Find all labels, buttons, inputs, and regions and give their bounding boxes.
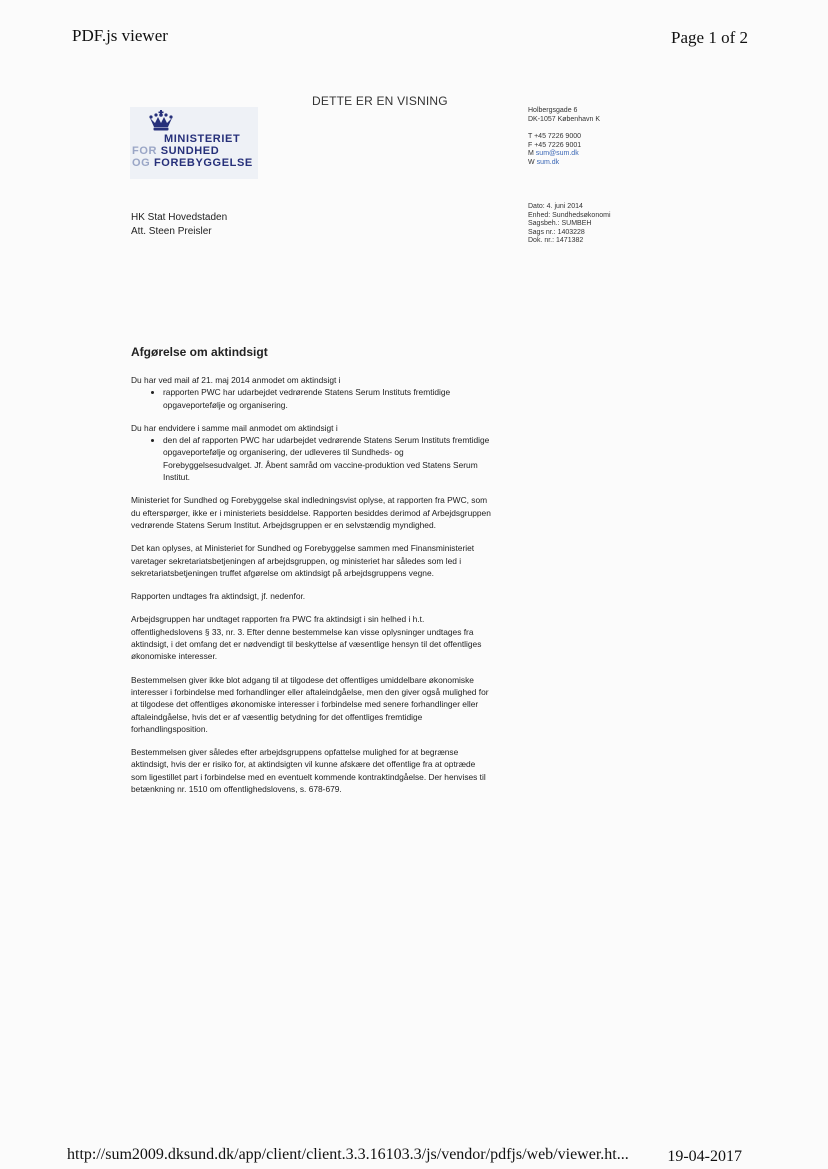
meta-handler: Sagsbeh.: SUMBEH xyxy=(528,220,592,228)
address-street: Holbergsgade 6 xyxy=(528,107,578,114)
body-paragraph: Arbejdsgruppen har undtaget rapporten fra PWC fra aktindsigt i sin helhed i h.t. offentlighedslovens § 33, nr. 3. Efter denne bestemmelse kan visse oplysninger undtages fra aktindsigt, i det omfang det er nødvendigt til beskyttelse af væsentlige hensyn til det offentliges økonomiske interesser. xyxy=(131,614,482,662)
address-city: DK-1057 København K xyxy=(528,115,600,123)
address-phone: T +45 7226 9000 xyxy=(528,133,582,141)
body-paragraph: Det kan oplyses, at Ministeriet for Sundhed og Forebyggelse sammen med Finansministeriet varetager sekretariatsbetjeningen af arbejdsgruppen, og ministeriet har således som led i sekretariatsbetjeningen truffet afgørelse om aktindsigt på arbejdsgruppens vegne. xyxy=(131,543,475,578)
bullet-list xyxy=(131,434,491,483)
web-link[interactable]: sum.dk xyxy=(536,158,560,166)
recipient-attention: Att. Steen Preisler xyxy=(131,225,212,237)
case-metadata xyxy=(528,203,611,246)
recipient-name: HK Stat Hovedstaden xyxy=(131,212,228,223)
letter-body xyxy=(131,374,491,806)
body-paragraph: Rapporten undtages fra aktindsigt, jf. nedenfor. xyxy=(131,591,306,602)
body-paragraph: Ministeriet for Sundhed og Forebyggelse skal indledningsvist oplyse, at rapporten fra PWC, som du efterspørger, ikke er i ministeriets besiddelse. Rapporten besiddes derimod af Arbejdsgruppen vedrørende Statens Serum Institut. Arbejdsgruppen er en selvstændig myndighed. xyxy=(131,495,491,530)
crown-icon xyxy=(148,110,174,132)
bullet-list xyxy=(131,386,491,411)
address-fax: F +45 7226 9001 xyxy=(528,141,582,149)
page-url: http://sum2009.dksund.dk/app/client/client.3.3.16103.3/js/vendor/pdfjs/web/viewer.ht... xyxy=(67,1146,629,1163)
viewer-title: PDF.js viewer xyxy=(72,26,168,45)
meta-unit: Enhed: Sundhedsøkonomi xyxy=(528,211,611,219)
letter-title: Afgørelse om aktindsigt xyxy=(131,345,268,359)
meta-case-number: Sags nr.: 1403228 xyxy=(528,228,585,236)
logo-text-ministeriet: MINISTERIET xyxy=(164,133,241,145)
meta-date: Dato: 4. juni 2014 xyxy=(528,203,583,210)
page-indicator: Page 1 of 2 xyxy=(671,28,748,47)
recipient-block xyxy=(131,211,227,238)
bullet-item: • rapporten PWC har udarbejdet vedrørende Statens Serum Instituts fremtidige opgaveportefølje og organisering. xyxy=(163,386,491,411)
mail-link[interactable]: sum@sum.dk xyxy=(535,150,579,158)
print-date: 19-04-2017 xyxy=(667,1148,742,1165)
logo-text-forebyggelse: OG FOREBYGGELSE xyxy=(132,157,253,169)
address-web: W sum.dk xyxy=(528,158,560,166)
ministry-logo xyxy=(130,107,258,179)
bullet-item: • den del af rapporten PWC har udarbejdet vedrørende Statens Serum Instituts fremtidige opgaveportefølje og organisering, der udleveres til Sundheds- og Forebyggelsesudvalget. Jf. Åbent samråd om vaccine-produktion ved Statens Serum Institut. xyxy=(163,434,491,483)
body-paragraph: Bestemmelsen giver ikke blot adgang til at tilgodese det offentliges umiddelbare økonomiske interesser i forbindelse med forhandlinger eller aftaleindgåelse, men den giver også mulighed for at tilgodese det offentliges økonomiske interesser i forbindelse med senere forhandlinger eller aftaleindgåelse, hvis det er af væsentlig betydning for det offentliges fremtidige forhandlingsposition. xyxy=(131,674,489,734)
body-paragraph: Du har ved mail af 21. maj 2014 anmodet om aktindsigt i xyxy=(131,375,341,385)
logo-text-sundhed: FOR SUNDHED xyxy=(132,145,220,157)
meta-document-number: Dok. nr.: 1471382 xyxy=(528,237,584,245)
body-paragraph: Bestemmelsen giver således efter arbejdsgruppens opfattelse mulighed for at begrænse aktindsigt, hvis der er risiko for, at aktindsigten vil kunne afskære det offentlige fra at optræde som ligestillet part i forbindelse med en eventuelt kommende kontraktindgåelse. Der henvises til betænkning nr. 1510 om offentlighedslovens, s. 678-679. xyxy=(131,747,486,795)
sender-address xyxy=(528,107,600,168)
address-mail: M sum@sum.dk xyxy=(528,150,579,158)
watermark-notice: DETTE ER EN VISNING xyxy=(312,94,448,108)
body-paragraph: Du har endvidere i samme mail anmodet om aktindsigt i xyxy=(131,422,338,433)
